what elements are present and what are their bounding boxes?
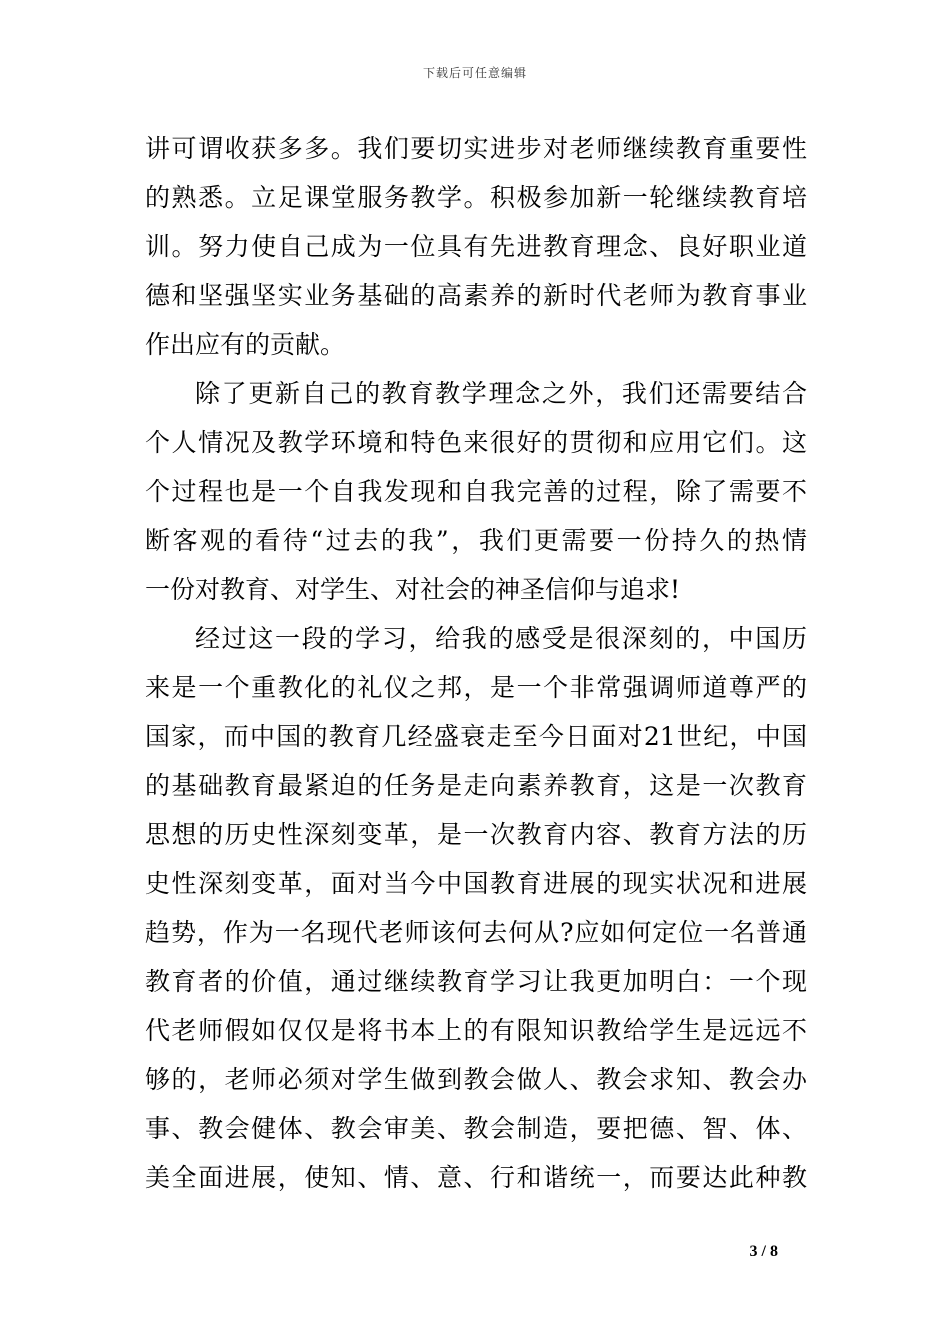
page-current: 3 <box>749 1243 758 1260</box>
paragraph <box>145 369 807 614</box>
paragraph <box>145 124 807 369</box>
text-line: 除了更新自己的教育教学理念之外，我们还需要结合 <box>195 379 807 408</box>
text-line: 训。努力使自己成为一位具有先进教育理念、良好职业道 <box>145 232 807 261</box>
text-line: 经过这一段的学习，给我的感受是很深刻的，中国历 <box>195 624 807 653</box>
text-line: 作出应有的贡献。 <box>145 330 346 359</box>
paragraph <box>145 614 807 1202</box>
text-line: 教育者的价值，通过继续教育学习让我更加明白：一个现 <box>145 967 807 996</box>
text-line: 个人情况及教学环境和特色来很好的贯彻和应用它们。这 <box>145 428 807 457</box>
text-line: 一份对教育、对学生、对社会的神圣信仰与追求! <box>145 575 681 604</box>
page-header: 下载后可任意编辑 <box>422 66 527 80</box>
text-line: 断客观的看待“过去的我”，我们更需要一份持久的热情 <box>145 526 807 555</box>
text-line: 的基础教育最紧迫的任务是走向素养教育，这是一次教育 <box>145 771 807 800</box>
text-line: 国家，而中国的教育几经盛衰走至今日面对21世纪，中国 <box>145 722 807 751</box>
page-total: 8 <box>770 1243 778 1260</box>
text-line: 个过程也是一个自我发现和自我完善的过程，除了需要不 <box>145 477 807 506</box>
document-body <box>145 124 807 1202</box>
text-line: 来是一个重教化的礼仪之邦，是一个非常强调师道尊严的 <box>145 673 807 702</box>
text-line: 讲可谓收获多多。我们要切实进步对老师继续教育重要性 <box>145 134 807 163</box>
text-line: 趋势，作为一名现代老师该何去何从?应如何定位一名普通 <box>145 918 807 947</box>
page-separator: / <box>757 1243 770 1260</box>
text-line: 够的，老师必须对学生做到教会做人、教会求知、教会办 <box>145 1065 807 1094</box>
text-line: 事、教会健体、教会审美、教会制造，要把德、智、体、 <box>145 1114 807 1143</box>
text-line: 史性深刻变革，面对当今中国教育进展的现实状况和进展 <box>145 869 807 898</box>
text-line: 代老师假如仅仅是将书本上的有限知识教给学生是远远不 <box>145 1016 807 1045</box>
text-line: 思想的历史性深刻变革，是一次教育内容、教育方法的历 <box>145 820 807 849</box>
page-number <box>750 1243 778 1261</box>
text-line: 美全面进展，使知、情、意、行和谐统一，而要达此种教 <box>145 1163 807 1192</box>
text-line: 德和坚强坚实业务基础的高素养的新时代老师为教育事业 <box>145 281 807 310</box>
text-line: 的熟悉。立足课堂服务教学。积极参加新一轮继续教育培 <box>145 183 807 212</box>
